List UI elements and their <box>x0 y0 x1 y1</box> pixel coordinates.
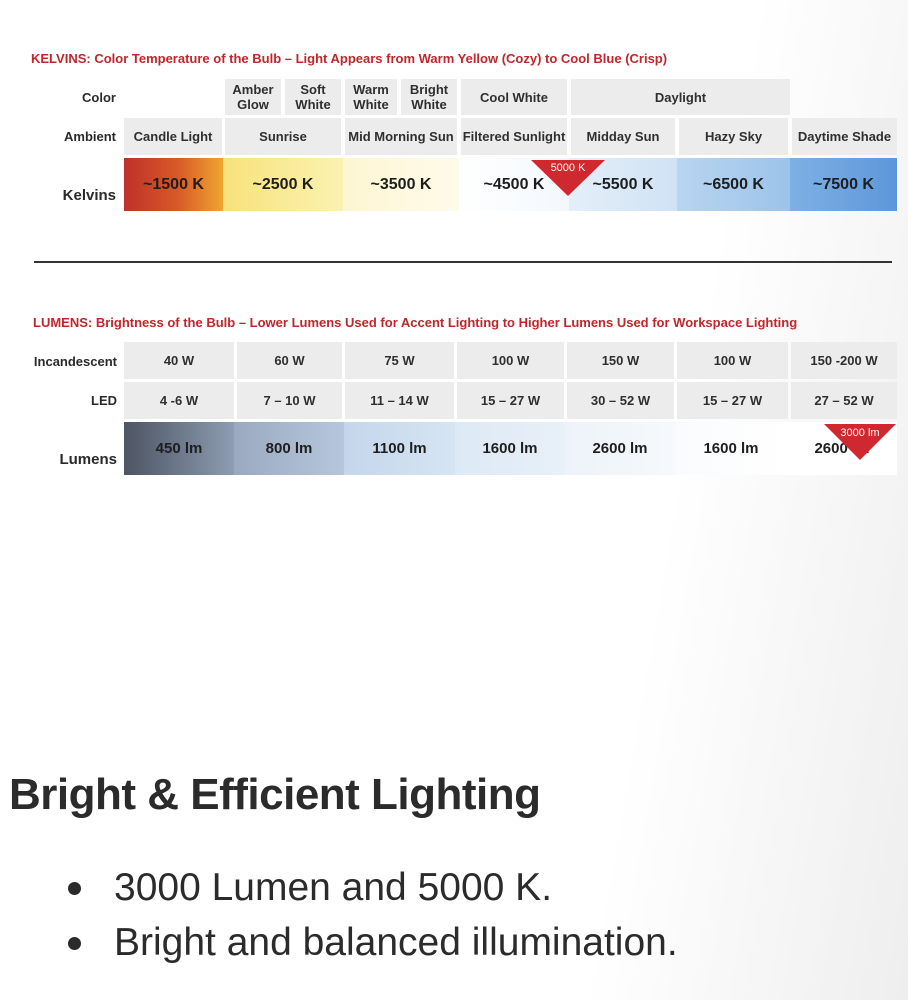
lumens-title: LUMENS: Brightness of the Bulb – Lower Lumens Used for Accent Lighting to Higher Lumens Used for Workspace Lighting <box>33 315 798 330</box>
lumens-value-2600: 2600 lm <box>565 422 675 475</box>
led-row-label: LED <box>91 393 117 408</box>
lumens-value-1600-b: 1600 lm <box>675 422 787 475</box>
kelvin-value-4500: ~4500 K <box>459 158 569 211</box>
kelvin-value-7500: ~7500 K <box>790 158 897 211</box>
color-cell-soft-white: Soft White <box>285 79 341 115</box>
led-cell-3: 11 – 14 W <box>345 382 454 419</box>
led-cell-7: 27 – 52 W <box>791 382 897 419</box>
ambient-cell-candle-light: Candle Light <box>124 118 222 155</box>
ambient-cell-daytime-shade: Daytime Shade <box>792 118 897 155</box>
lumens-value-450: 450 lm <box>124 422 234 475</box>
kelvin-value-1500: ~1500 K <box>124 158 223 211</box>
lumens-value-800: 800 lm <box>234 422 344 475</box>
bullet-item <box>68 866 552 910</box>
kelvin-value-5500: ~5500 K <box>569 158 677 211</box>
kelvin-value-6500: ~6500 K <box>677 158 790 211</box>
color-cell-amber-glow: Amber Glow <box>225 79 281 115</box>
bullet-text: 3000 Lumen and 5000 K. <box>114 866 553 909</box>
incandescent-cell-1: 40 W <box>124 342 234 379</box>
lumens-value-2600-b: 2600 lm <box>787 422 897 475</box>
bullet-dot <box>68 937 81 950</box>
color-cell-bright-white: Bright White <box>401 79 457 115</box>
incandescent-cell-6: 100 W <box>677 342 788 379</box>
incandescent-cell-2: 60 W <box>237 342 342 379</box>
kelvin-value-3500: ~3500 K <box>343 158 459 211</box>
ambient-cell-midday-sun: Midday Sun <box>571 118 675 155</box>
bullet-item <box>68 921 678 965</box>
led-cell-2: 7 – 10 W <box>237 382 342 419</box>
kelvin-value-2500: ~2500 K <box>223 158 343 211</box>
led-cell-1: 4 -6 W <box>124 382 234 419</box>
incandescent-row-label: Incandescent <box>33 354 117 369</box>
incandescent-cell-3: 75 W <box>345 342 454 379</box>
kelvins-row-label: Kelvins <box>62 187 116 204</box>
lumens-gradient-bar <box>124 422 897 475</box>
incandescent-cell-5: 150 W <box>567 342 674 379</box>
led-cell-5: 30 – 52 W <box>567 382 674 419</box>
color-cell-cool-white: Cool White <box>461 79 567 115</box>
lumens-value-1600: 1600 lm <box>455 422 565 475</box>
lumens-row-label: Lumens <box>59 451 117 468</box>
ambient-cell-filtered-sunlight: Filtered Sunlight <box>461 118 567 155</box>
ambient-cell-mid-morning-sun: Mid Morning Sun <box>345 118 457 155</box>
led-cell-6: 15 – 27 W <box>677 382 788 419</box>
section-divider <box>34 261 892 263</box>
incandescent-cell-4: 100 W <box>457 342 564 379</box>
color-row-label: Color <box>82 90 116 105</box>
kelvin-marker-label: 5000 K <box>550 162 586 174</box>
kelvins-title: KELVINS: Color Temperature of the Bulb – Light Appears from Warm Yellow (Cozy) to Cool Blue (Crisp) <box>31 51 668 66</box>
bullet-dot <box>68 882 81 895</box>
ambient-row-label: Ambient <box>64 129 116 144</box>
ambient-cell-hazy-sky: Hazy Sky <box>679 118 788 155</box>
lumens-marker-label: 3000 lm <box>840 427 880 439</box>
kelvins-gradient-bar <box>124 158 897 211</box>
incandescent-cell-7: 150 -200 W <box>791 342 897 379</box>
lumens-value-1100: 1100 lm <box>344 422 455 475</box>
ambient-cell-sunrise: Sunrise <box>225 118 341 155</box>
color-cell-daylight: Daylight <box>571 79 790 115</box>
color-cell-warm-white: Warm White <box>345 79 397 115</box>
led-cell-4: 15 – 27 W <box>457 382 564 419</box>
bullet-text: Bright and balanced illumination. <box>114 921 678 964</box>
headline: Bright & Efficient Lighting <box>9 770 541 819</box>
